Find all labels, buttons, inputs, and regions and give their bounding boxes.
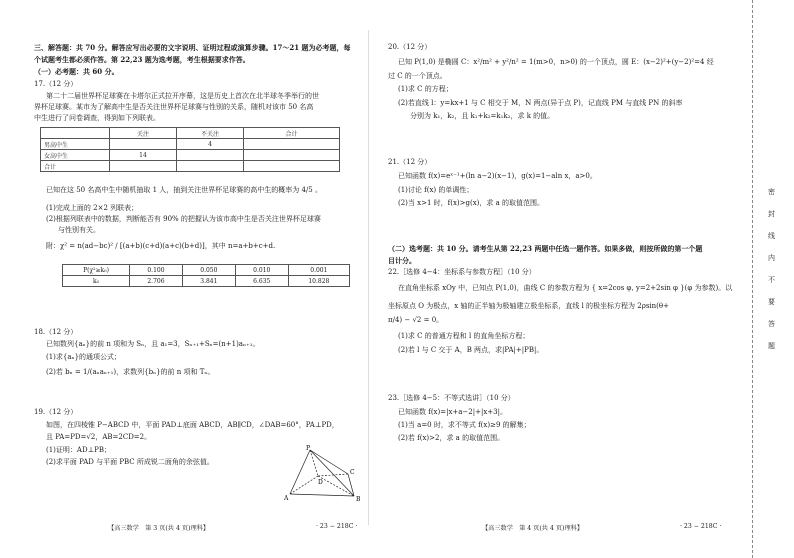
seal-char: 答 [768,320,775,328]
footer-left-code: · 23 − 218C · [316,523,358,530]
table-cell [244,161,340,172]
vertex-label-d: D [318,479,323,486]
q20-part2-cont: 分别为 k₁，k₂，且 k₁+k₂=k₁k₂，求 k 的值。 [410,112,555,120]
q19-number: 19.（12 分） [34,408,78,416]
q23-line1: 已知函数 f(x)=|x+a−2|+|x+3|。 [398,408,507,416]
q22-line3: π/4) − √2 = 0。 [388,316,444,324]
q17-line2: 界杯足球赛。某市为了解高中生是否关注世界杯足球赛与性别的关系，随机对该市 50 名高 [34,103,314,111]
table-cell: 6.635 [235,276,288,287]
seal-char: 不 [768,276,775,284]
table-cell: 不关注 [177,128,244,139]
q17-part2: (2)根据列联表中的数据，判断能否有 90% 的把握认为该市高中生是否关注世界杯足球赛 [46,215,321,223]
q20-line1: 已知 P(1,0) 是椭圆 C：x²/m² + y²/n² = 1(m>0，n>0) 的一个顶点，圆 E：(x−2)²+(y−2)²=4 经 [398,58,714,66]
q20-number: 20.（12 分） [388,43,432,51]
table-cell: 10.828 [288,276,349,287]
table-cell [177,150,244,161]
q17-number: 17.（12 分） [34,80,78,88]
q20-part2: (2)若直线 l：y=kx+1 与 C 相交于 M，N 两点(异于点 P)，记直线 PM 与直线 PN 的斜率 [398,99,683,107]
q19-line1: 如图，在四棱锥 P−ABCD 中，平面 PAD⊥底面 ABCD，AB∥CD，∠DAB=60°，PA⊥PD， [46,421,339,429]
q19-part1: (1)证明：AD⊥PB； [46,446,112,454]
vertex-label-p: P [306,445,311,452]
table-cell: 合计 [244,128,340,139]
q17-part1: (1)完成上面的 2×2 列联表； [46,204,139,212]
seal-char: 密 [768,188,775,196]
table-row [63,276,350,287]
table-cell: 4 [177,139,244,150]
q23-part2: (2)若 f(x)>2，求 a 的取值范围。 [398,434,505,442]
q17-critical-value-table [62,264,350,287]
q23-part1: (1)当 a=0 时，求不等式 f(x)≥9 的解集； [398,421,531,429]
table-cell: 0.050 [182,265,235,276]
table-row [63,265,350,276]
table-cell [110,161,177,172]
table-cell: 14 [110,150,177,161]
q20-part1: (1)求 C 的方程； [398,85,453,93]
vertex-label-a: A [284,495,289,502]
q17-contingency-table [40,127,340,172]
q19-line2: 且 PA=PD=√2，AB=2CD=2。 [46,433,152,441]
table-cell: k₀ [63,276,130,287]
table-cell: 3.841 [182,276,235,287]
q22-number: 22.［选修 4−4：坐标系与参数方程］（10 分） [388,268,536,276]
q18-part2: (2)若 bₙ = 1/(aₙaₙ₊₁)，求数列{bₙ}的前 n 项和 Tₙ。 [46,368,215,376]
pyramid-figure [282,444,366,504]
q22-part2: (2)若 l 与 C 交于 A，B 两点，求|PA|+|PB|。 [398,346,544,354]
table-row [41,139,340,150]
footer-right-page: 【高三数学 第 4 页(共 4 页)理科】 [482,525,584,532]
q21-number: 21.（12 分） [388,158,432,166]
q17-line3: 中生进行了问卷调查，得到如下列联表。 [34,114,160,122]
seal-char: 要 [768,298,775,306]
q17-line1: 第二十二届世界杯足球赛在卡塔尔正式拉开序幕，这是历史上首次在北半球冬季举行的世 [46,92,319,100]
table-cell: 2.706 [130,276,183,287]
table-cell [244,150,340,161]
section3-heading: 三、解答题：共 70 分。解答应写出必要的文字说明、证明过程或演算步骤。17～21 题为必考题，每 [34,43,351,52]
q17-part2-cont: 与性别有关。 [58,226,100,234]
vertex-label-b: B [356,496,361,503]
part1-heading: （一）必考题：共 60 分。 [34,67,119,76]
vertex-label-c: C [350,469,355,476]
part2-heading: （二）选考题：共 10 分。请考生从第 22,23 两题中任选一题作答。如果多做，则按所做的第一个题 [388,244,703,253]
table-cell: P(χ²≥k₀) [63,265,130,276]
table-cell [244,139,340,150]
q22-line1: 在直角坐标系 xOy 中，已知点 P(1,0)，曲线 C 的参数方程为 { x=2cos φ, y=2+2sin φ }(φ 为参数)。以 [398,284,733,292]
q17-line4: 已知在这 50 名高中生中随机抽取 1 人，抽到关注世界杯足球赛的高中生的概率为 4/5 。 [46,186,322,194]
seal-char: 线 [768,232,775,240]
q21-part1: (1)讨论 f(x) 的单调性； [398,186,474,194]
table-cell: 0.010 [235,265,288,276]
table-cell [110,139,177,150]
table-cell: 男高中生 [41,139,110,150]
seal-char: 封 [768,210,775,218]
q21-line1: 已知函数 f(x)=eˣ⁻¹+(ln a−2)(x−1)，g(x)=1−aln x，a>0。 [398,172,597,180]
table-cell: 女高中生 [41,150,110,161]
q22-line2: 坐标原点 O 为极点，x 轴的正半轴为极轴建立极坐标系，直线 l 的极坐标方程为 2ρsin(θ+ [388,302,669,310]
q17-formula: 附：χ² = n(ad−bc)² / [(a+b)(c+d)(a+c)(b+d)]，其中 n=a+b+c+d. [46,242,276,250]
table-row [41,161,340,172]
seal-char: 内 [768,254,775,262]
section3-heading-cont: 个试题考生都必须作答。第 22,23 题为选考题，考生根据要求作答。 [34,55,250,64]
seal-line [752,0,753,558]
table-row [41,128,340,139]
seal-char: 题 [768,342,775,350]
q18-part1: (1)求{aₙ}的通项公式； [46,353,122,361]
q18-line1: 已知数列{aₙ}的前 n 项和为 Sₙ，且 a₁=3，Sₙ₊₁+Sₙ=(n+1)aₙ₊₁。 [46,340,260,348]
q20-line2: 过 C 的一个顶点。 [388,72,447,80]
q23-number: 23.［选修 4−5：不等式选讲］（10 分） [388,394,515,402]
table-cell: 合计 [41,161,110,172]
table-cell [177,161,244,172]
q18-number: 18.（12 分） [34,328,78,336]
table-cell [41,128,110,139]
table-cell: 0.001 [288,265,349,276]
q19-part2: (2)求平面 PAD 与平面 PBC 所成锐二面角的余弦值。 [46,458,214,466]
table-row [41,150,340,161]
q22-part1: (1)求 C 的普通方程和 l 的直角坐标方程； [398,332,530,340]
column-divider [368,30,369,525]
q21-part2: (2)当 x>1 时，f(x)>g(x)，求 a 的取值范围。 [398,199,545,207]
table-cell: 0.100 [130,265,183,276]
table-cell: 关注 [110,128,177,139]
footer-left-page: 【高三数学 第 3 页(共 4 页)理科】 [108,525,210,532]
part2-heading-cont: 目计分。 [388,256,416,265]
footer-right-code: · 23 − 218C · [680,523,722,530]
